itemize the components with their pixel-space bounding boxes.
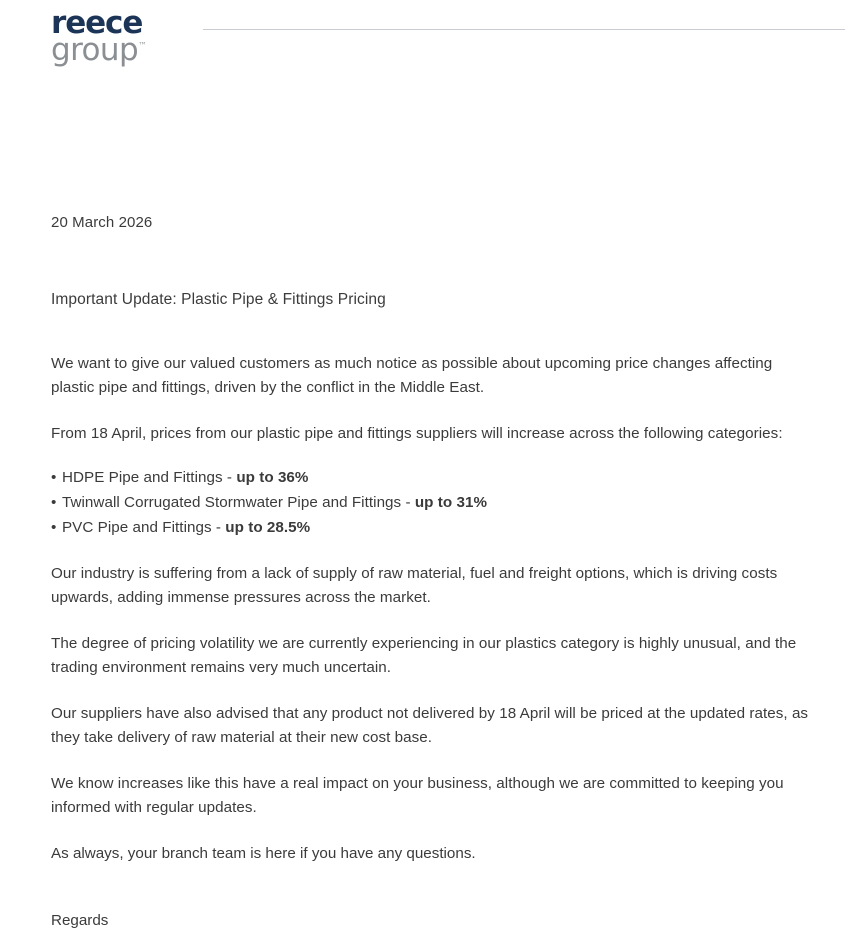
paragraph-intro: We want to give our valued customers as much notice as possible about upcoming price changes affecting plastic pipe and fittings, driven by the conflict in the Middle East. [51,355,773,396]
letter-sign-off: Regards [51,912,109,929]
price-increase-value: up to 36% [236,469,309,486]
list-item [51,466,811,490]
trademark-symbol: ™ [138,42,148,53]
price-increase-list [51,466,811,540]
price-increase-value: up to 28.5% [225,519,311,536]
letterhead [0,0,845,95]
price-separator: - [222,469,237,486]
price-category-label: PVC Pipe and Fittings [62,519,212,536]
logo-wordmark-group [51,32,148,69]
price-increase-value: up to 31% [414,494,488,511]
price-category-label: HDPE Pipe and Fittings [62,469,223,486]
price-separator: - [401,494,415,511]
paragraph-closing: As always, your branch team is here if you have any questions. [51,845,476,862]
paragraph-commitment: We know increases like this have a real impact on your business, although we are committed to keeping you informed with regular updates. [51,775,784,816]
logo-wordmark-group-text: group [51,32,139,69]
letter-date: 20 March 2026 [51,214,153,231]
price-separator: - [211,519,226,536]
letter-subject: Important Update: Plastic Pipe & Fittings Pricing [51,291,386,308]
paragraph-effective-date: From 18 April, prices from our plastic pipe and fittings suppliers will increase across the following categories: [51,425,783,442]
logo-wordmark-reece: reece [51,5,143,41]
paragraph-pricing-volatility: The degree of pricing volatility we are currently experiencing in our plastics category is highly unusual, and the trading environment remains very much uncertain. [51,635,797,676]
list-item [51,491,811,515]
price-category-label: Twinwall Corrugated Stormwater Pipe and Fittings [62,494,402,511]
list-item [51,516,811,540]
header-divider-rule [203,29,845,30]
reece-group-logo [51,5,148,69]
paragraph-supply-pressure: Our industry is suffering from a lack of supply of raw material, fuel and freight options, which is driving costs upwards, adding immense pressures across the market. [51,565,778,606]
letter-body [51,352,811,933]
paragraph-delivery-terms: Our suppliers have also advised that any product not delivered by 18 April will be priced at the updated rates, as they take delivery of raw material at their new cost base. [51,705,809,746]
